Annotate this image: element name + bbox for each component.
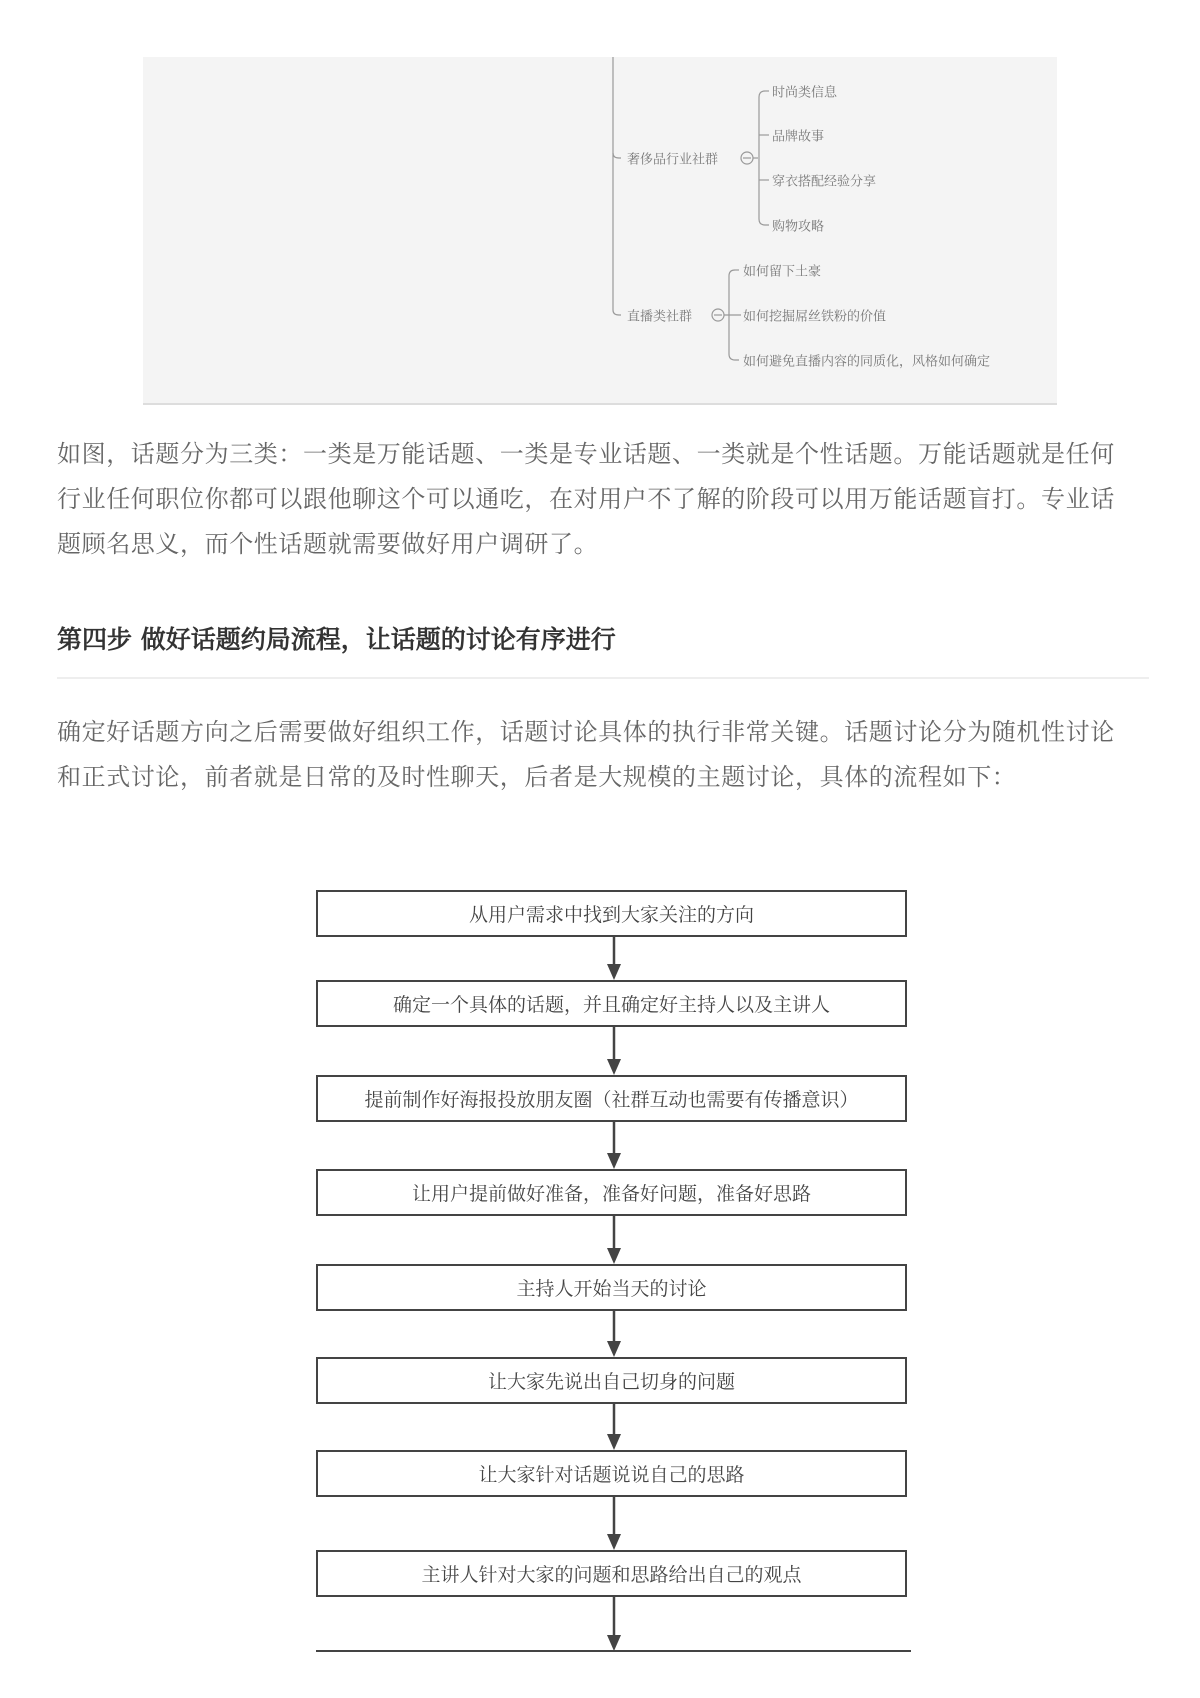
paragraph-line: 题顾名思义，而个性话题就需要做好用户调研了。 — [57, 530, 599, 558]
flow-step-5: 主持人开始当天的讨论 — [316, 1264, 907, 1311]
mindmap-leaf: 穿衣搭配经验分享 — [772, 174, 877, 190]
flow-step-1: 从用户需求中找到大家关注的方向 — [316, 890, 907, 937]
flow-step-6: 让大家先说出自己切身的问题 — [316, 1357, 907, 1404]
arrow-down-icon — [607, 1153, 621, 1169]
flow-step-2: 确定一个具体的话题，并且确定好主持人以及主讲人 — [316, 980, 907, 1027]
arrow-down-icon — [607, 1059, 621, 1075]
arrow-down-icon — [607, 964, 621, 980]
paragraph-line: 如图，话题分为三类：一类是万能话题、一类是专业话题、一类就是个性话题。万能话题就是任何 — [57, 440, 1115, 468]
arrow-down-icon — [607, 1534, 621, 1550]
section-heading: 第四步 做好话题约局流程，让话题的讨论有序进行 — [57, 625, 616, 654]
mindmap-node: 奢侈品行业社群 — [627, 152, 719, 168]
mindmap-leaf: 时尚类信息 — [772, 85, 838, 101]
mindmap-leaf: 如何挖掘屌丝铁粉的价值 — [743, 309, 887, 325]
mindmap-node: 直播类社群 — [627, 309, 693, 325]
arrow-down-icon — [607, 1635, 621, 1651]
mindmap-leaf: 购物攻略 — [772, 219, 825, 235]
arrow-down-icon — [607, 1341, 621, 1357]
flow-step-7: 让大家针对话题说说自己的思路 — [316, 1450, 907, 1497]
mindmap-leaf: 如何留下土豪 — [743, 264, 822, 280]
mindmap-leaf: 如何避免直播内容的同质化，风格如何确定 — [743, 354, 991, 370]
paragraph-line: 确定好话题方向之后需要做好组织工作，话题讨论具体的执行非常关键。话题讨论分为随机性讨论 — [57, 718, 1115, 746]
flow-step-3: 提前制作好海报投放朋友圈（社群互动也需要有传播意识） — [316, 1075, 907, 1122]
paragraph-line: 行业任何职位你都可以跟他聊这个可以通吃，在对用户不了解的阶段可以用万能话题盲打。专业话 — [57, 485, 1115, 513]
flow-step-4: 让用户提前做好准备，准备好问题，准备好思路 — [316, 1169, 907, 1216]
arrow-down-icon — [607, 1434, 621, 1450]
paragraph-line: 和正式讨论，前者就是日常的及时性聊天，后者是大规模的主题讨论，具体的流程如下： — [57, 763, 1017, 791]
arrow-down-icon — [607, 1248, 621, 1264]
mindmap-leaf: 品牌故事 — [772, 129, 825, 145]
flow-step-8: 主讲人针对大家的问题和思路给出自己的观点 — [316, 1550, 907, 1597]
